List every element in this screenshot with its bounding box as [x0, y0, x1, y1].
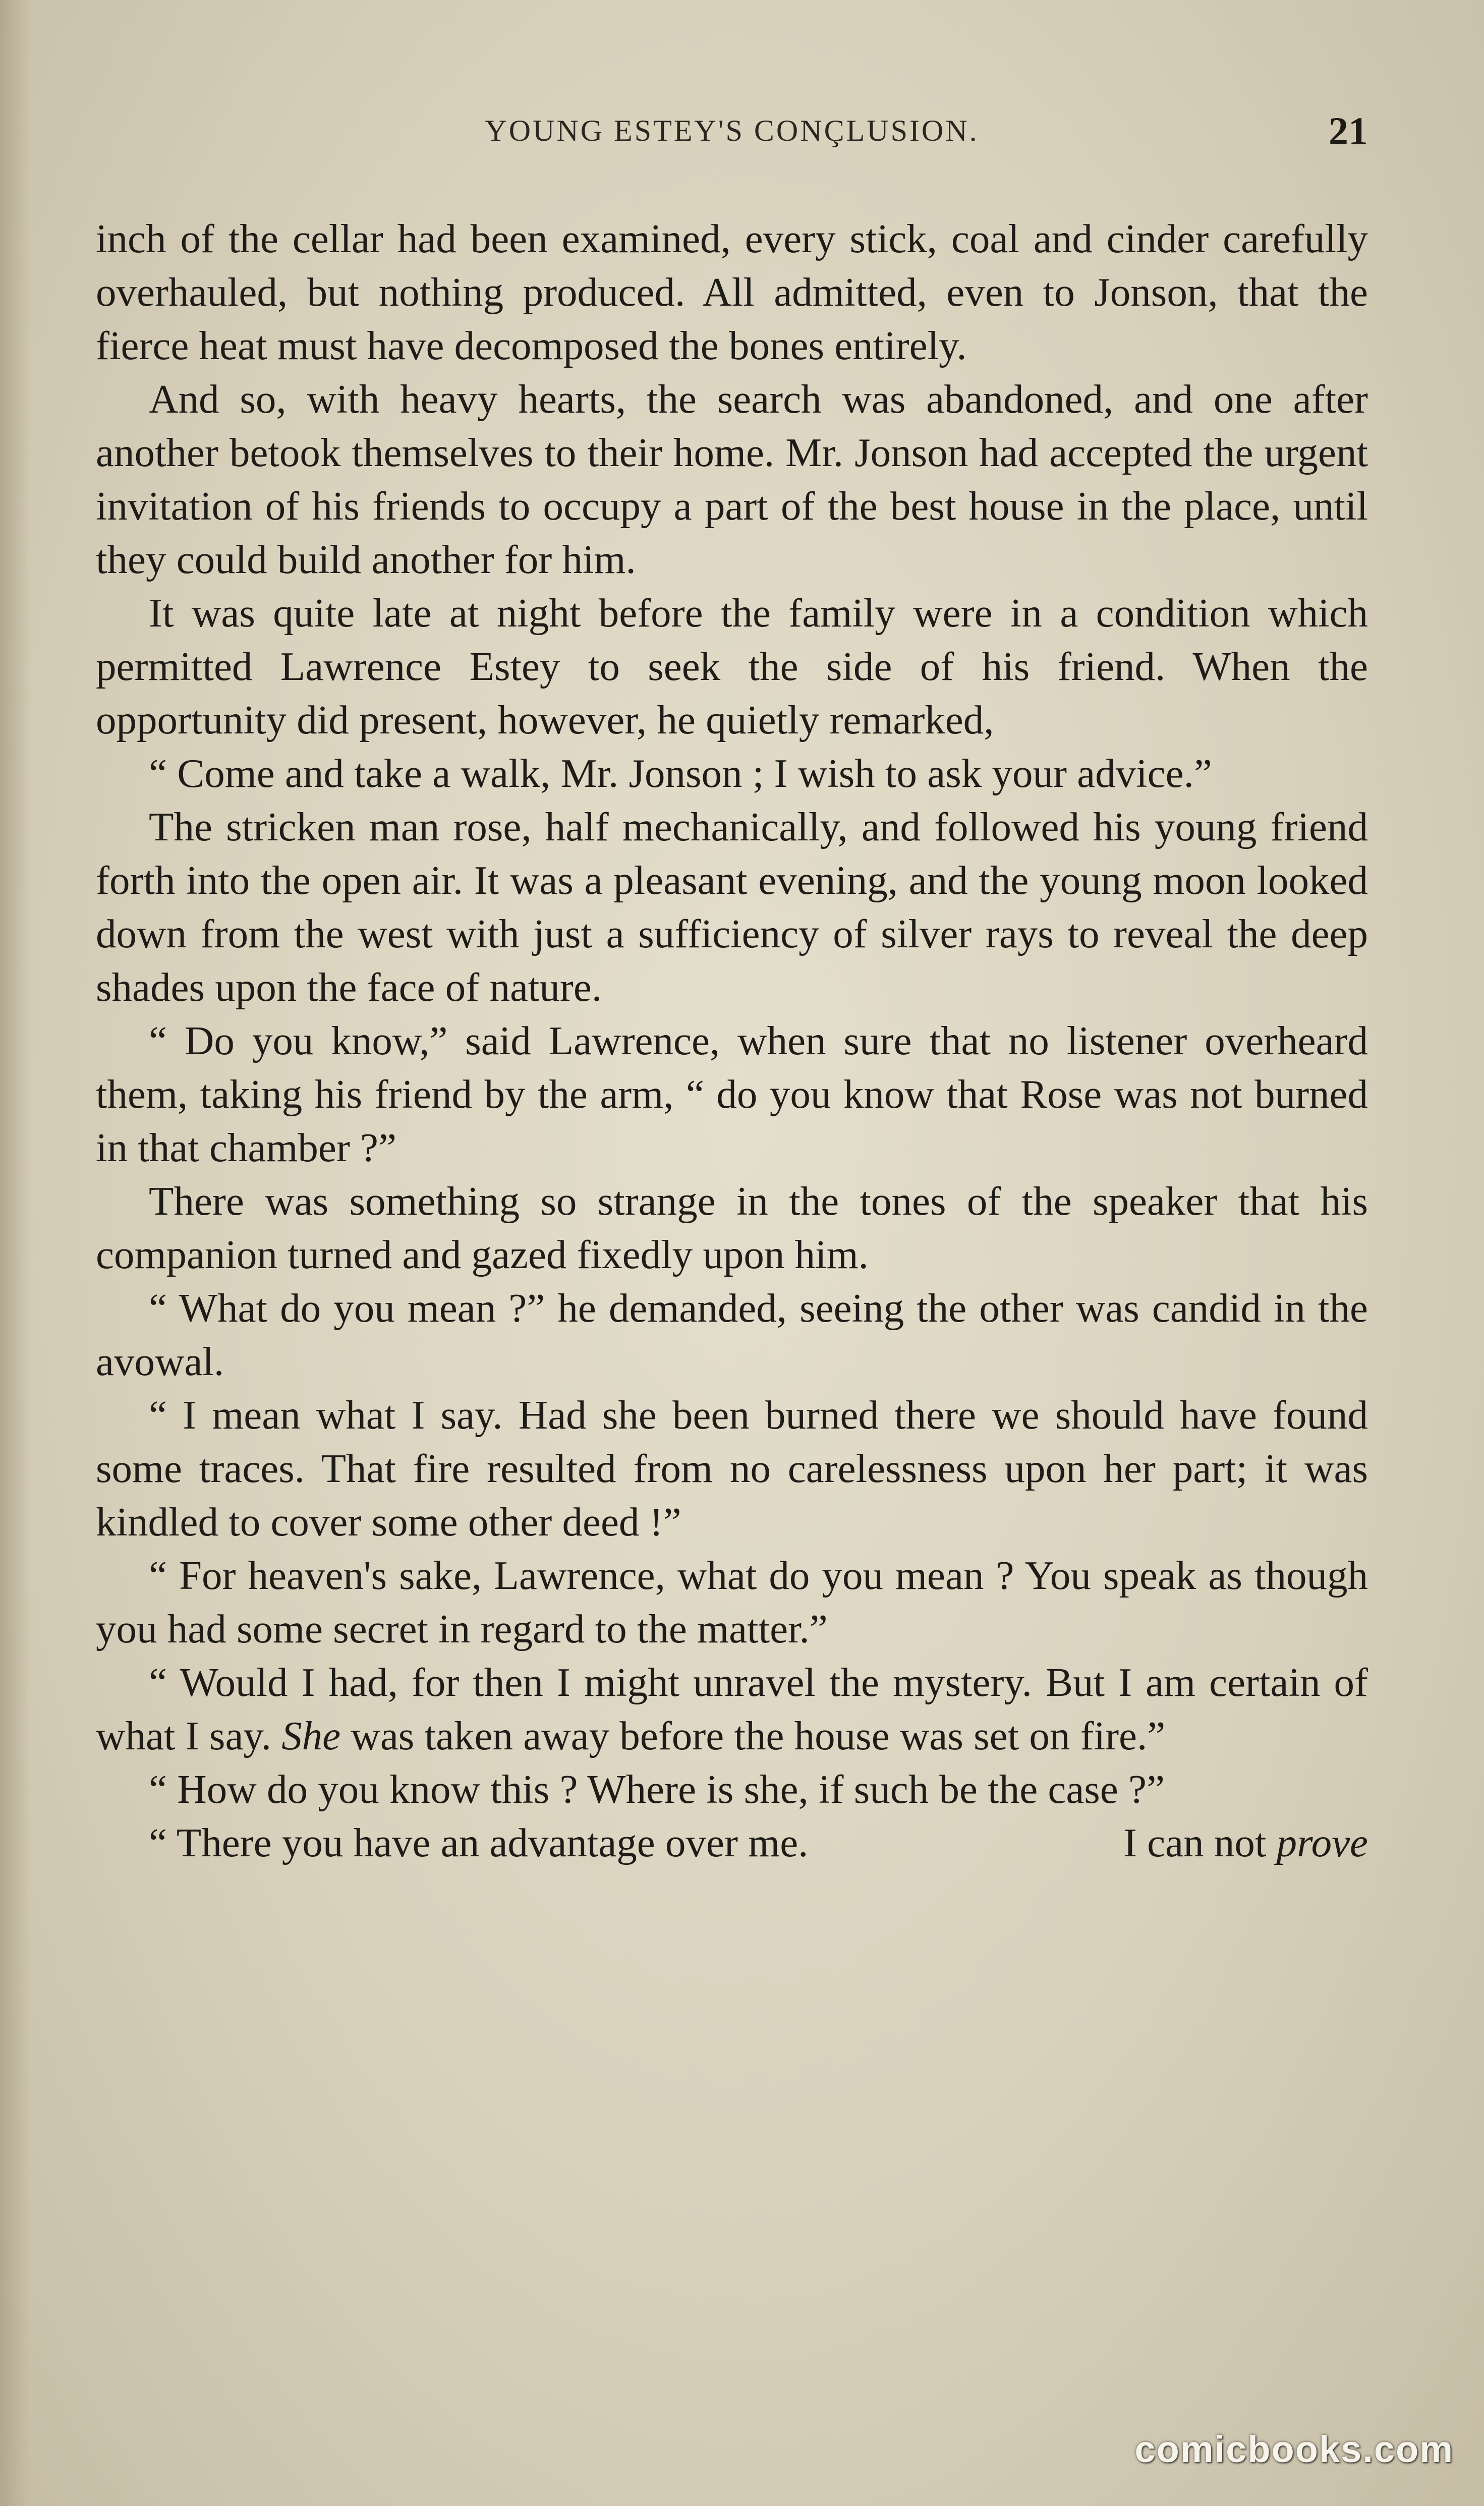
paragraph-last-line: [96, 1816, 1368, 1869]
paragraph: And so, with heavy hearts, the search was abandoned, and one after another betook themselves to their home. Mr. Jonson had accepted the urgent invitation of his friends to occupy a part of the best house in the place, until they could build another for him.: [96, 376, 1368, 582]
paragraph: It was quite late at night before the family were in a condition which permitted Lawrence Estey to seek the side of his friend. When the opportunity did present, however, he quietly remarked,: [96, 590, 1368, 743]
emphasis-text: prove: [1276, 1820, 1368, 1865]
paragraph: “ I mean what I say. Had she been burned there we should have found some traces. That fire resulted from no carelessness upon her part; it was kindled to cover some other deed !”: [96, 1392, 1368, 1545]
running-head: YOUNG ESTEY'S CONÇLUSION.: [485, 114, 979, 147]
paragraph-text: I can not: [1123, 1820, 1267, 1865]
page-number: 21: [1329, 109, 1368, 153]
paragraph: “ How do you know this ? Where is she, if such be the case ?”: [149, 1767, 1165, 1812]
page-edge-shadow: [0, 0, 30, 2506]
paragraph: “ What do you mean ?” he demanded, seeing the other was candid in the avowal.: [96, 1285, 1368, 1384]
paragraph: There was something so strange in the tones of the speaker that his companion turned and gazed fixedly upon him.: [96, 1178, 1368, 1277]
paragraph-text: “ Would I had, for then I might unravel the mystery. But I am certain of what I say.: [96, 1660, 1368, 1758]
watermark: comicbooks.com: [1134, 2428, 1454, 2470]
paragraph: inch of the cellar had been examined, every stick, coal and cinder carefully overhauled, but nothing produced. All admitted, even to Jonson, that the fierce heat must have decomposed the bones entirely.: [96, 216, 1368, 368]
body-text: [96, 212, 1368, 1869]
paragraph-text: was taken away before the house was set on fire.”: [351, 1713, 1166, 1758]
paragraph: “ Do you know,” said Lawrence, when sure that no listener overheard them, taking his friend by the arm, “ do you know that Rose was not burned in that chamber ?”: [96, 1018, 1368, 1170]
paragraph: [96, 1656, 1368, 1762]
page-header: [96, 109, 1368, 169]
paragraph: The stricken man rose, half mechanically, and followed his young friend forth into the open air. It was a pleasant evening, and the young moon looked down from the west with just a sufficiency of silver rays to reveal the deep shades upon the face of nature.: [96, 804, 1368, 1010]
paragraph-text-end: [1123, 1816, 1368, 1869]
paragraph: “ For heaven's sake, Lawrence, what do you mean ? You speak as though you had some secret in regard to the matter.”: [96, 1553, 1368, 1651]
emphasis-text: She: [281, 1713, 341, 1758]
paragraph: “ Come and take a walk, Mr. Jonson ; I wish to ask your advice.”: [149, 751, 1212, 796]
paragraph-text: “ There you have an advantage over me.: [149, 1820, 809, 1865]
